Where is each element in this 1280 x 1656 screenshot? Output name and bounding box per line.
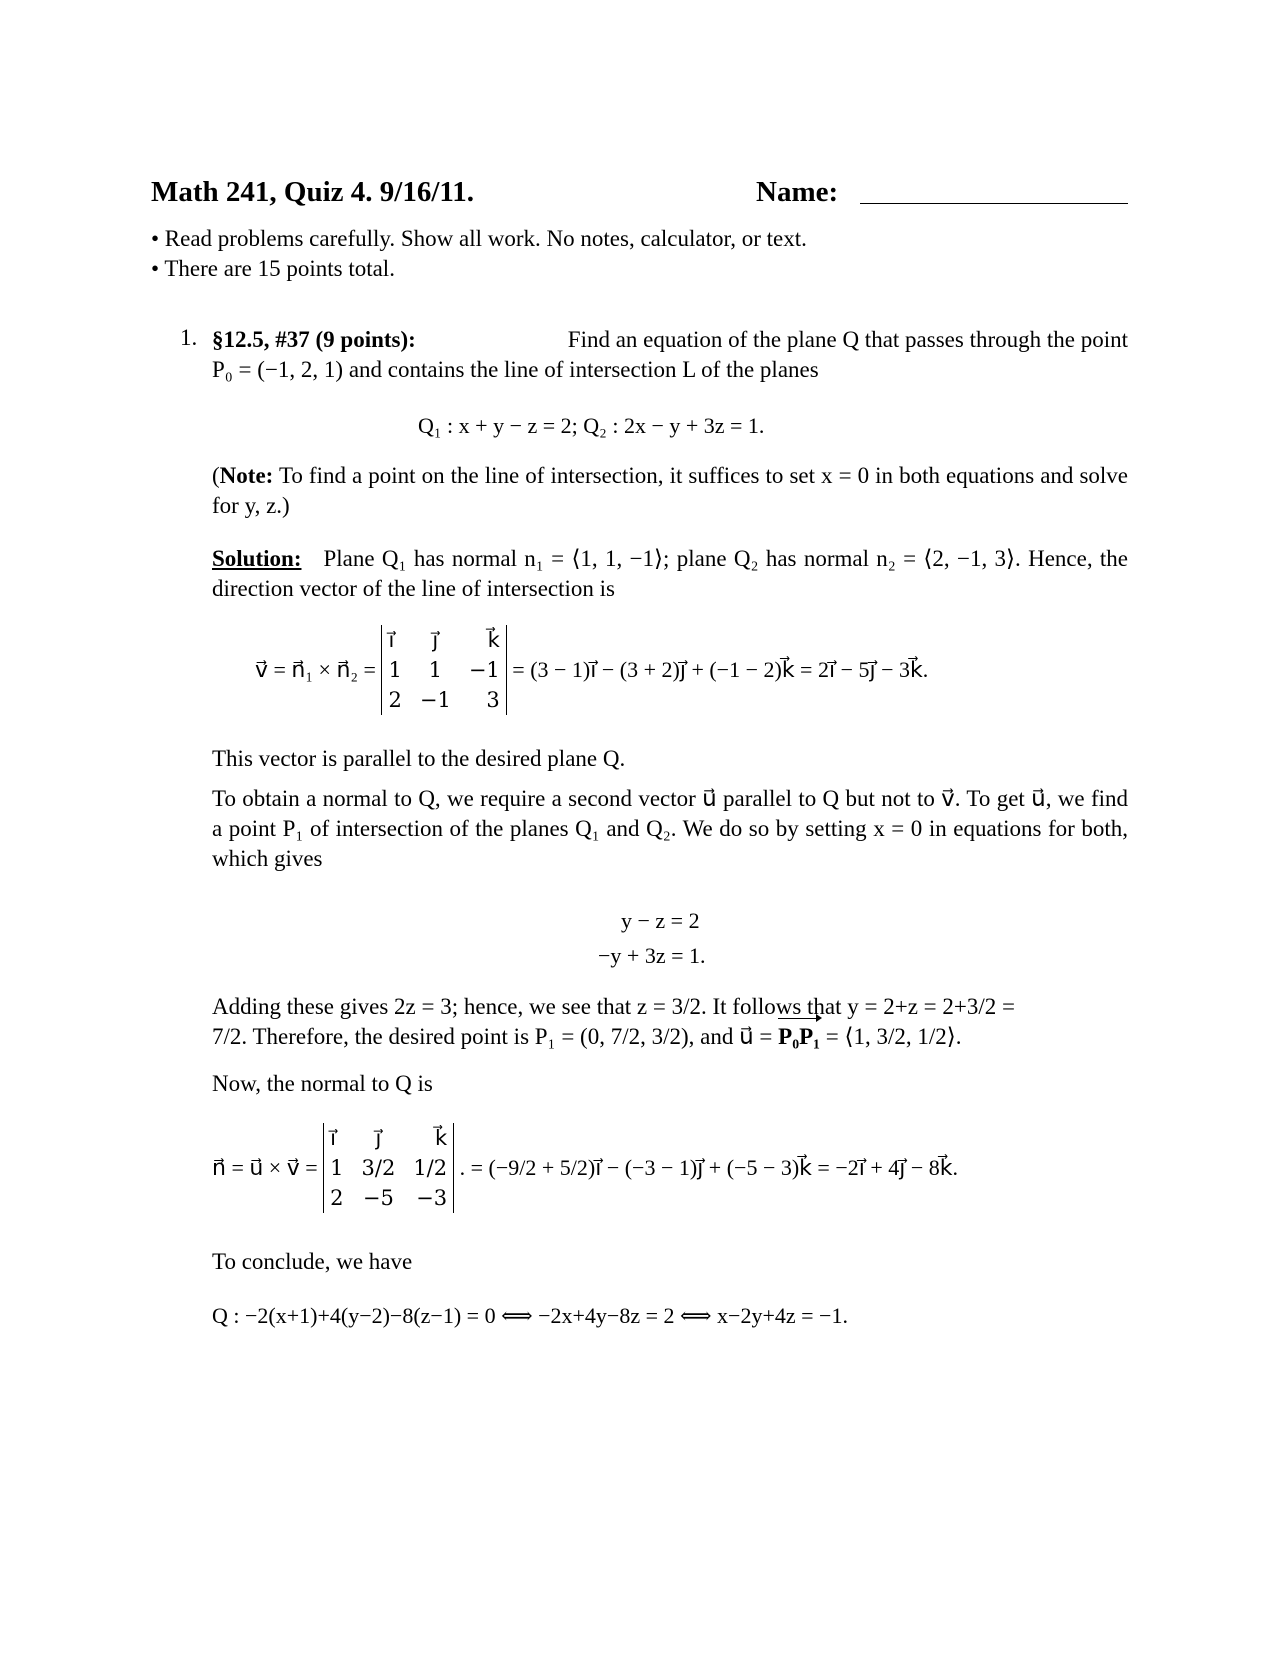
m1-cell: i⃗ bbox=[388, 628, 395, 652]
cross-product-2 bbox=[212, 1123, 958, 1213]
problem-number: 1. bbox=[180, 325, 198, 350]
m2-cell: j⃗ bbox=[375, 1126, 382, 1150]
determinant-2 bbox=[323, 1123, 454, 1213]
m1-cell: j⃗ bbox=[432, 628, 439, 652]
parallel-statement: This vector is parallel to the desired plane Q. bbox=[212, 746, 626, 771]
solution-intro bbox=[212, 544, 1128, 604]
cross2-lhs: n⃗ = u⃗ × v⃗ = bbox=[212, 1155, 318, 1180]
planes-equation: Q₁ : x + y − z = 2; Q₂ : 2x − y + 3z = 1. bbox=[418, 413, 765, 438]
m1-cell: 1 bbox=[388, 658, 402, 682]
system-equation-2: −y + 3z = 1. bbox=[598, 943, 706, 968]
conclude-statement: To conclude, we have bbox=[212, 1249, 413, 1274]
system-equation-1: y − z = 2 bbox=[621, 908, 700, 933]
m1-cell: 1 bbox=[428, 658, 443, 682]
cross2-rhs: . = (−9/2 + 5/2)i⃗ − (−3 − 1)j⃗ + (−5 − 3)k⃗ = −2i⃗ + 4j⃗ − 8k⃗. bbox=[459, 1155, 959, 1180]
adding-paragraph bbox=[212, 992, 1128, 1052]
note-label: Note: bbox=[219, 463, 274, 488]
problem-text-line2: P₀ = (−1, 2, 1) and contains the line of intersection L of the planes bbox=[212, 357, 819, 382]
problem-text-line1: Find an equation of the plane Q that passes through the point bbox=[567, 327, 1128, 352]
name-label: Name: bbox=[756, 176, 839, 208]
solution-intro-text: Plane Q₁ has normal n₁ = ⟨1, 1, −1⟩; plane Q₂ has normal n₂ = ⟨2, −1, 3⟩. Hence, the direction vector of the line of intersection is bbox=[212, 546, 1128, 601]
m1-cell: 3 bbox=[486, 688, 500, 712]
m2-cell: 3/2 bbox=[361, 1156, 396, 1180]
m2-cell: −3 bbox=[416, 1186, 448, 1210]
instruction-2: • There are 15 points total. bbox=[151, 256, 395, 281]
problem-reference: §12.5, #37 (9 points): bbox=[212, 327, 416, 352]
cross1-rhs: = (3 − 1)i⃗ − (3 + 2)j⃗ + (−1 − 2)k⃗ = 2i⃗ − 5j⃗ − 3k⃗. bbox=[512, 657, 929, 682]
cross1-lhs: v⃗ = n⃗₁ × n⃗₂ = bbox=[255, 657, 376, 682]
cross-product-1 bbox=[255, 625, 928, 715]
m1-cell: 2 bbox=[388, 688, 402, 712]
instruction-1: • Read problems carefully. Show all work. No notes, calculator, or text. bbox=[151, 226, 807, 251]
vector-p0p1: P₀P₁ bbox=[778, 1022, 820, 1052]
adding-line2-a: 7/2. Therefore, the desired point is P₁ = (0, 7/2, 3/2), and u⃗ = bbox=[212, 1024, 773, 1049]
m1-cell: −1 bbox=[419, 688, 451, 712]
m2-cell: 2 bbox=[330, 1186, 344, 1210]
note-text: To find a point on the line of intersection, it suffices to set x = 0 in both equations and solve for y, z.) bbox=[212, 463, 1128, 518]
adding-line2 bbox=[212, 1022, 1128, 1052]
m2-cell: −5 bbox=[362, 1186, 394, 1210]
name-blank-line bbox=[860, 203, 1128, 204]
problem-note: (Note: To find a point on the line of intersection, it suffices to set x = 0 in both equations and solve for y, z.) bbox=[212, 463, 1128, 518]
adding-line1: Adding these gives 2z = 3; hence, we see that z = 3/2. It follows that y = 2+z = 2+3/2 = bbox=[212, 994, 1015, 1019]
problem-statement bbox=[212, 325, 1128, 385]
m2-cell: i⃗ bbox=[330, 1126, 336, 1150]
m1-cell: −1 bbox=[468, 658, 500, 682]
determinant-1 bbox=[381, 625, 506, 715]
adding-line2-b: = ⟨1, 3/2, 1/2⟩. bbox=[825, 1024, 962, 1049]
m2-cell: 1/2 bbox=[413, 1156, 448, 1180]
m2-cell: k⃗ bbox=[434, 1126, 448, 1150]
solution-label: Solution: bbox=[212, 546, 302, 571]
m1-cell: k⃗ bbox=[487, 628, 500, 652]
quiz-title: Math 241, Quiz 4. 9/16/11. bbox=[151, 176, 475, 208]
second-vector-paragraph: To obtain a normal to Q, we require a second vector u⃗ parallel to Q but not to v⃗. To get u⃗, we find a point P₁ of intersection of the planes Q₁ and Q₂. We do so by setting x = 0 in equations for both, which gives bbox=[212, 786, 1128, 871]
final-equation: Q : −2(x+1)+4(y−2)−8(z−1) = 0 ⟺ −2x+4y−8z = 2 ⟺ x−2y+4z = −1. bbox=[212, 1303, 848, 1328]
m2-cell: 1 bbox=[330, 1156, 344, 1180]
normal-statement: Now, the normal to Q is bbox=[212, 1071, 433, 1096]
